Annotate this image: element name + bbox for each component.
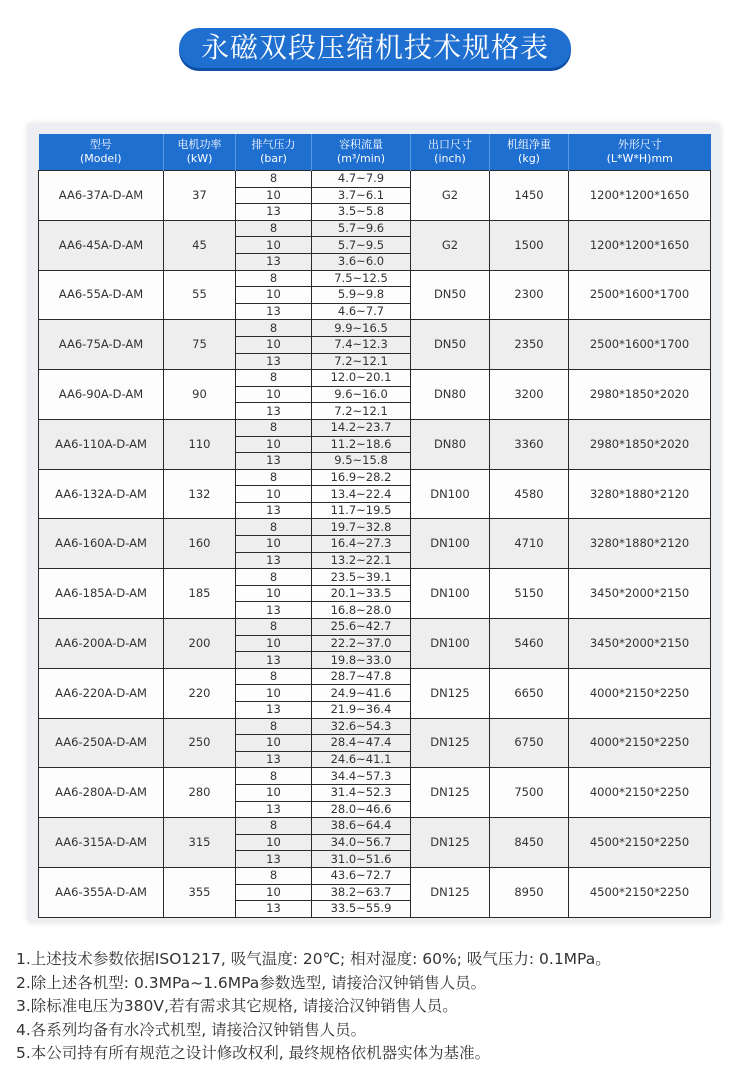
pressure-cell: 8 [236, 469, 312, 486]
pressure-cell: 8 [236, 718, 312, 735]
pressure-cell: 13 [236, 702, 312, 719]
flow-cell: 19.8~33.0 [312, 652, 411, 669]
pressure-cell: 13 [236, 751, 312, 768]
weight-cell: 6750 [490, 718, 569, 768]
outlet-cell: DN50 [411, 270, 490, 320]
flow-cell: 11.7~19.5 [312, 502, 411, 519]
flow-cell: 20.1~33.5 [312, 585, 411, 602]
header-outlet: 出口尺寸 (inch) [411, 134, 490, 171]
dimensions-cell: 4500*2150*2250 [569, 818, 711, 868]
flow-cell: 13.2~22.1 [312, 552, 411, 569]
title-area [0, 28, 750, 68]
outlet-cell: DN125 [411, 718, 490, 768]
model-group [39, 419, 711, 469]
pressure-cell: 13 [236, 602, 312, 619]
table-header [39, 134, 711, 171]
header-weight: 机组净重 (kg) [490, 134, 569, 171]
flow-cell: 31.0~51.6 [312, 851, 411, 868]
notes [16, 948, 742, 1066]
model-cell: AA6-90A-D-AM [39, 370, 164, 420]
flow-cell: 7.5~12.5 [312, 270, 411, 287]
model-group [39, 270, 711, 320]
pressure-cell: 10 [236, 685, 312, 702]
flow-cell: 25.6~42.7 [312, 619, 411, 636]
power-cell: 45 [164, 220, 236, 270]
flow-cell: 31.4~52.3 [312, 784, 411, 801]
model-group [39, 768, 711, 818]
dimensions-cell: 2500*1600*1700 [569, 320, 711, 370]
model-cell: AA6-185A-D-AM [39, 569, 164, 619]
table-row [39, 370, 711, 387]
flow-cell: 38.2~63.7 [312, 884, 411, 901]
weight-cell: 1500 [490, 220, 569, 270]
flow-cell: 14.2~23.7 [312, 419, 411, 436]
pressure-cell: 8 [236, 320, 312, 337]
table-row [39, 569, 711, 586]
model-group [39, 370, 711, 420]
pressure-cell: 8 [236, 867, 312, 884]
outlet-cell: DN50 [411, 320, 490, 370]
header-row [39, 134, 711, 171]
pressure-cell: 8 [236, 220, 312, 237]
dimensions-cell: 3280*1880*2120 [569, 519, 711, 569]
model-cell: AA6-250A-D-AM [39, 718, 164, 768]
model-cell: AA6-75A-D-AM [39, 320, 164, 370]
page-title: 永磁双段压缩机技术规格表 [179, 28, 571, 68]
flow-cell: 19.7~32.8 [312, 519, 411, 536]
power-cell: 37 [164, 171, 236, 221]
table-row [39, 469, 711, 486]
note-line: 1.上述技术参数依据ISO1217, 吸气温度: 20℃; 相对湿度: 60%; 吸气压力: 0.1MPa。 [16, 950, 611, 968]
flow-cell: 7.4~12.3 [312, 336, 411, 353]
table-row [39, 867, 711, 884]
model-group [39, 469, 711, 519]
model-cell: AA6-45A-D-AM [39, 220, 164, 270]
power-cell: 132 [164, 469, 236, 519]
power-cell: 315 [164, 818, 236, 868]
flow-cell: 12.0~20.1 [312, 370, 411, 387]
dimensions-cell: 3450*2000*2150 [569, 619, 711, 669]
model-group [39, 619, 711, 669]
weight-cell: 5460 [490, 619, 569, 669]
pressure-cell: 8 [236, 171, 312, 188]
dimensions-cell: 2980*1850*2020 [569, 419, 711, 469]
note-line: 5.本公司持有所有规范之设计修改权利, 最终规格依机器实体为基准。 [16, 1044, 491, 1062]
flow-cell: 16.8~28.0 [312, 602, 411, 619]
flow-cell: 5.9~9.8 [312, 287, 411, 304]
table-row [39, 419, 711, 436]
dimensions-cell: 4000*2150*2250 [569, 768, 711, 818]
dimensions-cell: 1200*1200*1650 [569, 220, 711, 270]
pressure-cell: 10 [236, 386, 312, 403]
model-cell: AA6-280A-D-AM [39, 768, 164, 818]
model-group [39, 718, 711, 768]
flow-cell: 28.7~47.8 [312, 668, 411, 685]
flow-cell: 3.7~6.1 [312, 187, 411, 204]
pressure-cell: 10 [236, 237, 312, 254]
flow-cell: 13.4~22.4 [312, 486, 411, 503]
table-row [39, 718, 711, 735]
dimensions-cell: 4000*2150*2250 [569, 668, 711, 718]
power-cell: 200 [164, 619, 236, 669]
dimensions-cell: 1200*1200*1650 [569, 171, 711, 221]
model-cell: AA6-37A-D-AM [39, 171, 164, 221]
model-cell: AA6-200A-D-AM [39, 619, 164, 669]
pressure-cell: 10 [236, 336, 312, 353]
weight-cell: 4580 [490, 469, 569, 519]
weight-cell: 2350 [490, 320, 569, 370]
flow-cell: 34.0~56.7 [312, 834, 411, 851]
outlet-cell: G2 [411, 171, 490, 221]
table-row [39, 668, 711, 685]
pressure-cell: 13 [236, 253, 312, 270]
flow-cell: 3.6~6.0 [312, 253, 411, 270]
flow-cell: 28.4~47.4 [312, 735, 411, 752]
pressure-cell: 13 [236, 801, 312, 818]
table-row [39, 519, 711, 536]
model-group [39, 220, 711, 270]
pressure-cell: 13 [236, 453, 312, 470]
note-line: 3.除标准电压为380V,若有需求其它规格, 请接洽汉钟销售人员。 [16, 997, 458, 1015]
model-group [39, 171, 711, 221]
pressure-cell: 10 [236, 287, 312, 304]
flow-cell: 11.2~18.6 [312, 436, 411, 453]
flow-cell: 38.6~64.4 [312, 818, 411, 835]
power-cell: 185 [164, 569, 236, 619]
header-power: 电机功率 (kW) [164, 134, 236, 171]
note-line: 4.各系列均备有水冷式机型, 请接洽汉钟销售人员。 [16, 1020, 367, 1039]
pressure-cell: 13 [236, 403, 312, 420]
outlet-cell: DN80 [411, 370, 490, 420]
power-cell: 220 [164, 668, 236, 718]
flow-cell: 24.6~41.1 [312, 751, 411, 768]
flow-cell: 33.5~55.9 [312, 901, 411, 918]
power-cell: 55 [164, 270, 236, 320]
outlet-cell: DN125 [411, 768, 490, 818]
model-group [39, 320, 711, 370]
pressure-cell: 10 [236, 735, 312, 752]
pressure-cell: 13 [236, 851, 312, 868]
model-group [39, 519, 711, 569]
flow-cell: 23.5~39.1 [312, 569, 411, 586]
flow-cell: 21.9~36.4 [312, 702, 411, 719]
weight-cell: 6650 [490, 668, 569, 718]
spec-table [38, 134, 711, 918]
weight-cell: 3360 [490, 419, 569, 469]
weight-cell: 1450 [490, 171, 569, 221]
outlet-cell: G2 [411, 220, 490, 270]
model-cell: AA6-110A-D-AM [39, 419, 164, 469]
flow-cell: 22.2~37.0 [312, 635, 411, 652]
flow-cell: 7.2~12.1 [312, 403, 411, 420]
dimensions-cell: 4500*2150*2250 [569, 867, 711, 917]
header-dimensions: 外形尺寸 (L*W*H)mm [569, 134, 711, 171]
power-cell: 250 [164, 718, 236, 768]
outlet-cell: DN100 [411, 569, 490, 619]
pressure-cell: 8 [236, 818, 312, 835]
power-cell: 90 [164, 370, 236, 420]
pressure-cell: 13 [236, 502, 312, 519]
spec-table-frame [28, 124, 720, 922]
flow-cell: 32.6~54.3 [312, 718, 411, 735]
outlet-cell: DN80 [411, 419, 490, 469]
pressure-cell: 8 [236, 419, 312, 436]
flow-cell: 16.9~28.2 [312, 469, 411, 486]
note-line: 2.除上述各机型: 0.3MPa~1.6MPa参数选型, 请接洽汉钟销售人员。 [16, 973, 487, 992]
header-pressure: 排气压力 (bar) [236, 134, 312, 171]
pressure-cell: 13 [236, 552, 312, 569]
flow-cell: 5.7~9.5 [312, 237, 411, 254]
pressure-cell: 10 [236, 834, 312, 851]
pressure-cell: 10 [236, 585, 312, 602]
outlet-cell: DN125 [411, 867, 490, 917]
weight-cell: 8950 [490, 867, 569, 917]
pressure-cell: 10 [236, 187, 312, 204]
weight-cell: 4710 [490, 519, 569, 569]
weight-cell: 7500 [490, 768, 569, 818]
pressure-cell: 8 [236, 668, 312, 685]
flow-cell: 3.5~5.8 [312, 204, 411, 221]
pressure-cell: 8 [236, 569, 312, 586]
model-group [39, 668, 711, 718]
power-cell: 355 [164, 867, 236, 917]
pressure-cell: 13 [236, 652, 312, 669]
model-cell: AA6-220A-D-AM [39, 668, 164, 718]
dimensions-cell: 3280*1880*2120 [569, 469, 711, 519]
pressure-cell: 10 [236, 784, 312, 801]
table-row [39, 270, 711, 287]
pressure-cell: 13 [236, 901, 312, 918]
table-row [39, 619, 711, 636]
flow-cell: 5.7~9.6 [312, 220, 411, 237]
table-row [39, 171, 711, 188]
outlet-cell: DN100 [411, 519, 490, 569]
flow-cell: 16.4~27.3 [312, 536, 411, 553]
model-group [39, 818, 711, 868]
table-row [39, 220, 711, 237]
flow-cell: 28.0~46.6 [312, 801, 411, 818]
model-cell: AA6-55A-D-AM [39, 270, 164, 320]
outlet-cell: DN100 [411, 619, 490, 669]
pressure-cell: 10 [236, 436, 312, 453]
model-group [39, 569, 711, 619]
dimensions-cell: 3450*2000*2150 [569, 569, 711, 619]
table-row [39, 320, 711, 337]
flow-cell: 9.6~16.0 [312, 386, 411, 403]
model-cell: AA6-315A-D-AM [39, 818, 164, 868]
outlet-cell: DN125 [411, 668, 490, 718]
weight-cell: 3200 [490, 370, 569, 420]
power-cell: 280 [164, 768, 236, 818]
pressure-cell: 8 [236, 519, 312, 536]
flow-cell: 4.6~7.7 [312, 303, 411, 320]
outlet-cell: DN100 [411, 469, 490, 519]
model-group [39, 867, 711, 917]
pressure-cell: 10 [236, 486, 312, 503]
pressure-cell: 13 [236, 353, 312, 370]
table-row [39, 818, 711, 835]
pressure-cell: 8 [236, 370, 312, 387]
flow-cell: 9.5~15.8 [312, 453, 411, 470]
header-model: 型号 (Model) [39, 134, 164, 171]
model-cell: AA6-160A-D-AM [39, 519, 164, 569]
header-flow: 容积流量 (m³/min) [312, 134, 411, 171]
pressure-cell: 13 [236, 303, 312, 320]
pressure-cell: 8 [236, 270, 312, 287]
model-cell: AA6-132A-D-AM [39, 469, 164, 519]
pressure-cell: 10 [236, 635, 312, 652]
pressure-cell: 8 [236, 768, 312, 785]
dimensions-cell: 2980*1850*2020 [569, 370, 711, 420]
power-cell: 75 [164, 320, 236, 370]
power-cell: 110 [164, 419, 236, 469]
power-cell: 160 [164, 519, 236, 569]
dimensions-cell: 2500*1600*1700 [569, 270, 711, 320]
pressure-cell: 10 [236, 884, 312, 901]
flow-cell: 24.9~41.6 [312, 685, 411, 702]
pressure-cell: 13 [236, 204, 312, 221]
flow-cell: 43.6~72.7 [312, 867, 411, 884]
table-row [39, 768, 711, 785]
dimensions-cell: 4000*2150*2250 [569, 718, 711, 768]
flow-cell: 34.4~57.3 [312, 768, 411, 785]
weight-cell: 8450 [490, 818, 569, 868]
pressure-cell: 10 [236, 536, 312, 553]
outlet-cell: DN125 [411, 818, 490, 868]
flow-cell: 7.2~12.1 [312, 353, 411, 370]
pressure-cell: 8 [236, 619, 312, 636]
flow-cell: 9.9~16.5 [312, 320, 411, 337]
model-cell: AA6-355A-D-AM [39, 867, 164, 917]
weight-cell: 5150 [490, 569, 569, 619]
weight-cell: 2300 [490, 270, 569, 320]
flow-cell: 4.7~7.9 [312, 171, 411, 188]
